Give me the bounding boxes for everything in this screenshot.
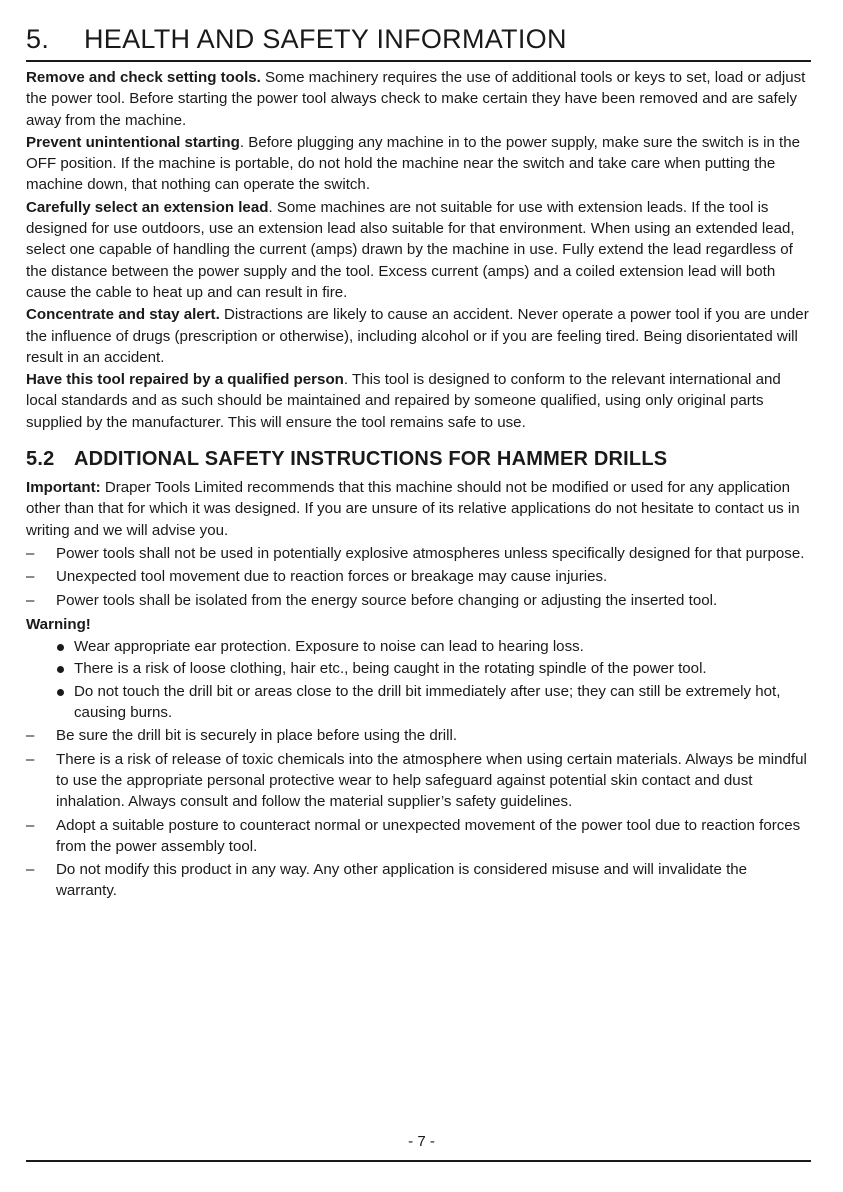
important-note xyxy=(26,477,811,541)
paragraph-lead: Concentrate and stay alert. xyxy=(26,306,220,324)
dash-item xyxy=(26,749,811,813)
bullet-text: There is a risk of loose clothing, hair etc., being caught in the rotating spindle of the power tool. xyxy=(74,660,707,678)
dash-marker: – xyxy=(26,861,35,879)
important-text: Draper Tools Limited recommends that this machine should not be modified or used for any application other than that for which it was designed. If you are unsure of its relative applications do not hesitate to contact us in writing and we will advise you. xyxy=(26,479,800,539)
dash-item xyxy=(26,859,811,902)
bullet-dot-icon xyxy=(57,689,64,696)
dash-text: Power tools shall be isolated from the energy source before changing or adjusting the inserted tool. xyxy=(56,591,718,609)
bullet-dot-icon xyxy=(57,644,64,651)
dash-item xyxy=(26,590,811,611)
paragraph-lead: Have this tool repaired by a qualified person xyxy=(26,371,344,389)
dash-item xyxy=(26,815,811,858)
paragraph-lead: Prevent unintentional starting xyxy=(26,133,240,151)
page-number: - 7 - xyxy=(408,1133,435,1150)
paragraph-lead: Remove and check setting tools. xyxy=(26,69,261,86)
paragraph-text: . Some machines are not suitable for use with extension leads. If the tool is designed for use outdoors, use an extension lead also suitable for that environment. When using an extended lead, select one capable of handling the current (amps) drawn by the machine in use. Fully extend the lead regardless of the distance between the power supply and the tool. Excess current (amps) and a coiled extension lead will both cause the cable to heat up and can result in fire. xyxy=(26,198,795,301)
dash-item xyxy=(26,566,811,587)
bullet-item xyxy=(26,681,811,724)
bullet-text: Do not touch the drill bit or areas close to the drill bit immediately after use; they can still be extremely hot, causing burns. xyxy=(74,682,781,722)
dash-marker: – xyxy=(26,568,35,586)
paragraph-lead: Carefully select an extension lead xyxy=(26,198,269,216)
paragraph xyxy=(26,67,811,131)
paragraph xyxy=(26,369,811,433)
paragraph xyxy=(26,304,811,368)
dash-text: Adopt a suitable posture to counteract normal or unexpected movement of the power tool due to reaction forces from the power assembly tool. xyxy=(56,816,801,855)
warning-label: Warning! xyxy=(26,615,91,633)
paragraph xyxy=(26,197,811,303)
dash-marker: – xyxy=(26,544,35,562)
important-label: Important: xyxy=(26,479,101,497)
dash-item xyxy=(26,725,811,746)
paragraph-text: Distractions are likely to cause an accident. Never operate a power tool if you are under the influence of drugs (prescription or otherwise), including alcohol or if you are feeling tired. Being disorientated will result in an accident. xyxy=(26,306,809,366)
section-heading xyxy=(26,20,811,62)
document-body xyxy=(26,67,811,902)
paragraph-text: . Before plugging any machine in to the power supply, make sure the switch is in the OFF position. If the machine is portable, do not hold the machine near the switch and take care when putting the machine down, that nothing can operate the switch. xyxy=(26,133,801,194)
dash-marker: – xyxy=(26,816,35,834)
subsection-heading xyxy=(26,447,811,471)
dash-text: Be sure the drill bit is securely in place before using the drill. xyxy=(56,727,458,745)
section-title: HEALTH AND SAFETY INFORMATION xyxy=(84,24,567,54)
paragraph-text: . This tool is designed to conform to the relevant international and local standards and as such should be maintained and repaired by someone qualified, using only original parts supplied by the manufacturer. This will ensure the tool remains safe to use. xyxy=(26,371,781,431)
footer-divider xyxy=(26,1160,811,1162)
section-number: 5. xyxy=(26,24,50,54)
bullet-text: Wear appropriate ear protection. Exposure to noise can lead to hearing loss. xyxy=(74,638,584,656)
dash-marker: – xyxy=(26,591,35,609)
dash-item xyxy=(26,543,811,564)
dash-marker: – xyxy=(26,727,35,745)
subsection-title: ADDITIONAL SAFETY INSTRUCTIONS FOR HAMMER DRILLS xyxy=(74,448,668,471)
paragraph-text: Some machinery requires the use of additional tools or keys to set, load or adjust the power tool. Before starting the power tool always check to make certain they have been removed and are safely away from the machine. xyxy=(26,69,806,129)
dash-text: Unexpected tool movement due to reaction forces or breakage may cause injuries. xyxy=(56,568,608,586)
dash-marker: – xyxy=(26,750,35,768)
bullet-item xyxy=(26,636,811,657)
dash-text: Power tools shall not be used in potentially explosive atmospheres unless specifically designed for that purpose. xyxy=(56,544,805,562)
dash-text: There is a risk of release of toxic chemicals into the atmosphere when using certain materials. Always be mindful to use the appropriate personal protective wear to help safeguard against potential skin contact and dust inhalation. Always consult and follow the material supplier’s safety guidelines. xyxy=(56,750,807,811)
bullet-item xyxy=(26,658,811,679)
dash-text: Do not modify this product in any way. Any other application is considered misuse and will invalidate the warranty. xyxy=(56,861,748,900)
paragraph xyxy=(26,132,811,196)
bullet-dot-icon xyxy=(57,666,64,673)
subsection-number: 5.2 xyxy=(26,448,55,471)
